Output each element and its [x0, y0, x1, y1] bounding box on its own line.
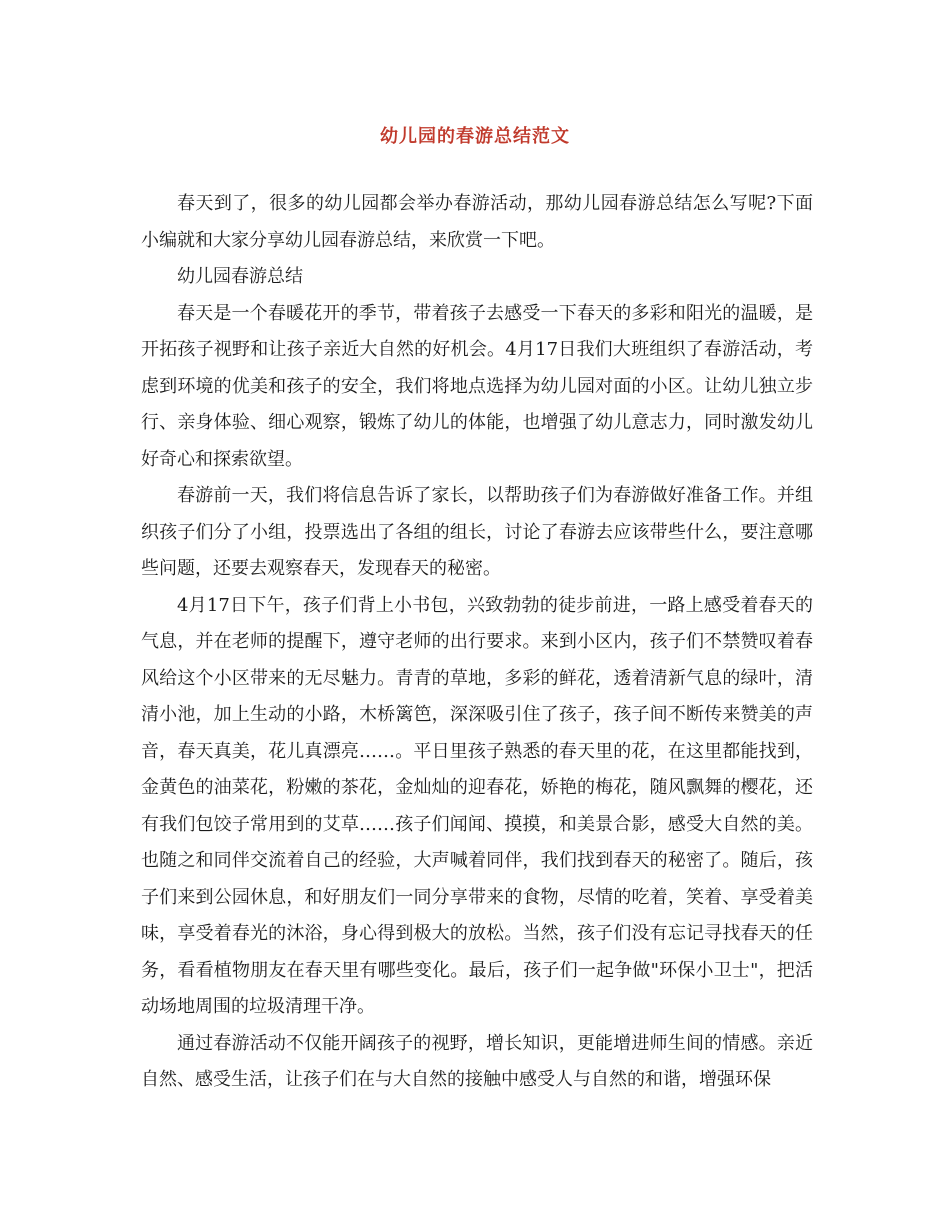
paragraph-intro: 春天到了，很多的幼儿园都会举办春游活动，那幼儿园春游总结怎么写呢?下面小编就和大家分享幼儿园春游总结，来欣赏一下吧。 [141, 193, 813, 251]
document-body [141, 186, 813, 1099]
document-title: 幼儿园的春游总结范文 [380, 126, 570, 147]
paragraph-subheading: 幼儿园春游总结 [177, 266, 303, 287]
paragraph-preparation: 春游前一天，我们将信息告诉了家长，以帮助孩子们为春游做好准备工作。并组织孩子们分了小组，投票选出了各组的组长，讨论了春游去应该带些什么，要注意哪些问题，还要去观察春天，发现春天的秘密。 [141, 485, 813, 579]
paragraph-conclusion: 通过春游活动不仅能开阔孩子的视野，增长知识，更能增进师生间的情感。亲近自然、感受生活，让孩子们在与大自然的接触中感受人与自然的和谐，增强环保 [141, 1032, 813, 1090]
paragraph-outing: 4月17日下午，孩子们背上小书包，兴致勃勃的徒步前进，一路上感受着春天的气息，并在老师的提醒下，遵守老师的出行要求。来到小区内，孩子们不禁赞叹着春风给这个小区带来的无尽魅力。青青的草地，多彩的鲜花，透着清新气息的绿叶，清清小池，加上生动的小路，木桥篱笆，深深吸引住了孩子，孩子间不断传来赞美的声音，春天真美，花儿真漂亮……。平日里孩子熟悉的春天里的花，在这里都能找到，金黄色的油菜花，粉嫩的茶花，金灿灿的迎春花，娇艳的梅花，随风飘舞的樱花，还有我们包饺子常用到的艾草……孩子们闻闻、摸摸，和美景合影，感受大自然的美。也随之和同伴交流着自己的经验，大声喊着同伴，我们找到春天的秘密了。随后，孩子们来到公园休息，和好朋友们一同分享带来的食物，尽情的吃着，笑着、享受着美味，享受着春光的沐浴，身心得到极大的放松。当然，孩子们没有忘记寻找春天的任务，看看植物朋友在春天里有哪些变化。最后，孩子们一起争做"环保小卫士"，把活动场地周围的垃圾清理干净。 [141, 594, 813, 1017]
paragraph-spring-season: 春天是一个春暖花开的季节，带着孩子去感受一下春天的多彩和阳光的温暖，是开拓孩子视野和让孩子亲近大自然的好机会。4月17日我们大班组织了春游活动，考虑到环境的优美和孩子的安全，我们将地点选择为幼儿园对面的小区。让幼儿独立步行、亲身体验、细心观察，锻炼了幼儿的体能，也增强了幼儿意志力，同时激发幼儿好奇心和探索欲望。 [141, 302, 813, 470]
